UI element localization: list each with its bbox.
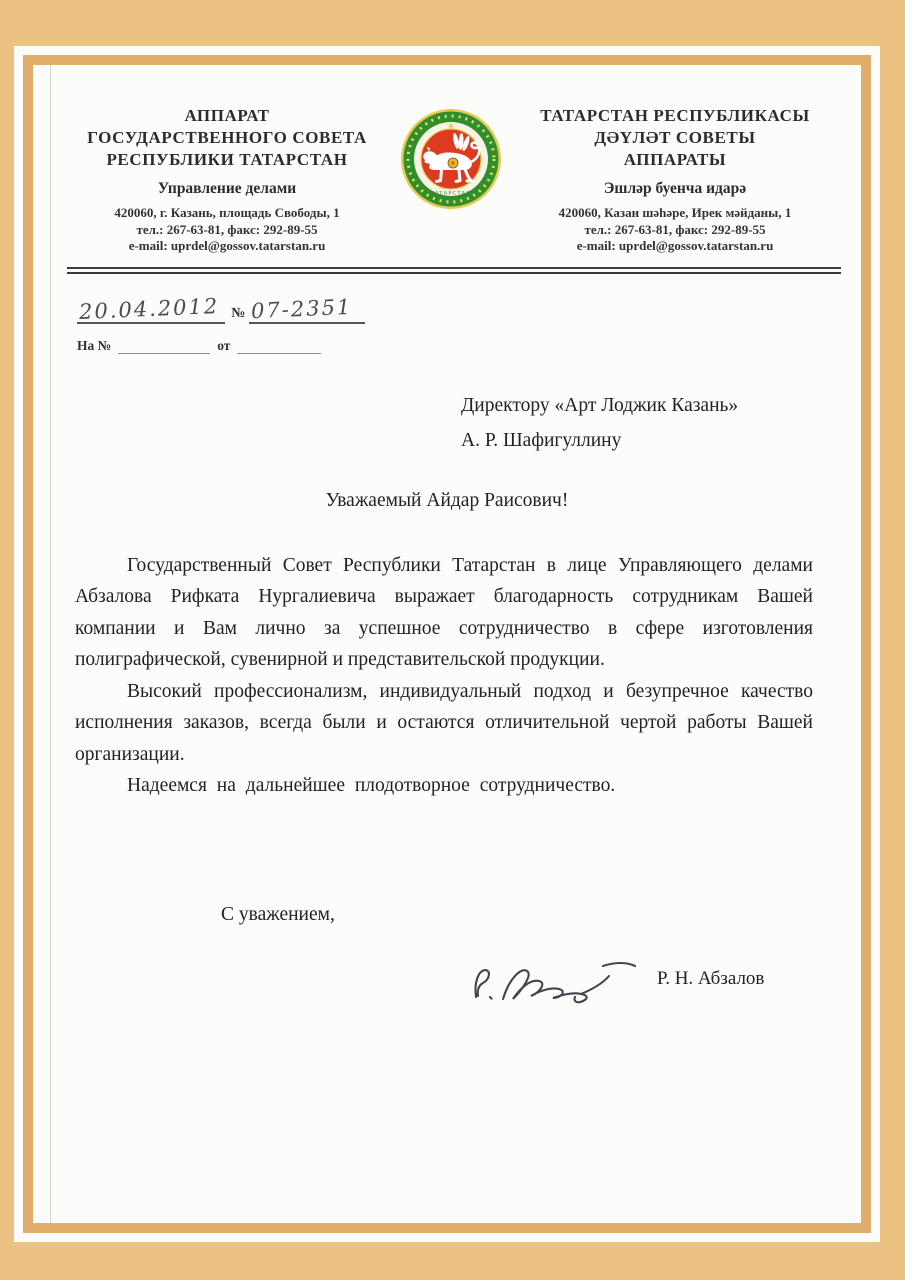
address-tt-line1: 420060, Казан шәһәре, Ирек мәйданы, 1	[558, 205, 792, 220]
department-ru: Управление делами	[157, 180, 297, 197]
org-name-ru-line3: РЕСПУБЛИКИ ТАТАРСТАН	[106, 150, 348, 169]
reference-line	[77, 286, 861, 324]
number-sign: №	[231, 305, 246, 321]
department-tt: Эшләр буенча идарә	[603, 180, 747, 197]
letter-paper	[33, 65, 861, 1223]
letterhead-divider	[67, 267, 841, 274]
handwritten-number: 07-2351	[250, 294, 354, 323]
outgoing-date-slot	[77, 293, 225, 324]
tatarstan-emblem-icon	[399, 107, 503, 211]
reply-prefix-label: На №	[77, 337, 112, 353]
salutation: Уважаемый Айдар Раисович!	[325, 489, 569, 511]
letterhead-right-column	[507, 105, 843, 255]
reply-date-blank	[237, 340, 321, 354]
paragraph-2: Высокий профессионализм, индивидуальный подход и безупречное качество исполнения заказов, всегда были и остаются отличительной чертой работы Вашей организации.	[75, 680, 813, 765]
org-name-tt-line3: АППАРАТЫ	[623, 150, 727, 169]
closing-phrase: С уважением,	[221, 903, 335, 925]
org-name-tt-line1: ТАТАРСТАН РЕСПУБЛИКАСЫ	[540, 106, 810, 125]
addressee-block	[461, 388, 841, 458]
org-name-ru-line2: ГОСУДАРСТВЕННОГО СОВЕТА	[87, 128, 367, 147]
address-ru-line3: e-mail: uprdel@gossov.tatarstan.ru	[128, 238, 326, 253]
org-name-ru-line1: АППАРАТ	[184, 106, 270, 125]
frame-gold-band	[23, 55, 871, 1233]
letterhead	[59, 105, 843, 255]
org-name-tt-line2: ДӘҮЛӘТ СОВЕТЫ	[594, 128, 756, 147]
address-tt	[507, 205, 843, 255]
paragraph-3: Надеемся на дальнейшее плодотворное сотрудничество.	[127, 775, 616, 796]
handwritten-date: 20.04.2012	[78, 293, 220, 324]
letter-body	[75, 550, 813, 802]
signature-row	[33, 948, 861, 1010]
address-ru	[59, 205, 395, 255]
emblem-container	[395, 105, 507, 211]
address-tt-line3: e-mail: uprdel@gossov.tatarstan.ru	[576, 238, 774, 253]
address-ru-line2: тел.: 267-63-81, факс: 292-89-55	[136, 221, 318, 237]
addressee-name: А. Р. Шафигуллину	[461, 429, 622, 451]
org-name-ru	[59, 105, 395, 171]
address-tt-line2: тел.: 267-63-81, факс: 292-89-55	[584, 221, 766, 237]
address-ru-line1: 420060, г. Казань, площадь Свободы, 1	[114, 205, 340, 220]
reply-from-label: от	[217, 337, 231, 353]
paragraph-1: Государственный Совет Республики Татарстан в лице Управляющего делами Абзалова Рифката Нургалиевича выражает благодарность сотрудникам Вашей компании и Вам лично за успешное сотрудничество в сфере изготовления полиграфической, сувенирной и представительской продукции.	[75, 554, 813, 670]
reply-reference-line	[77, 338, 861, 354]
emblem-ring-text: ТАТАРСТАН	[430, 190, 472, 197]
reply-number-blank	[118, 340, 210, 354]
handwritten-signature-icon	[463, 951, 641, 1007]
letterhead-left-column	[59, 105, 395, 255]
outgoing-number-slot	[249, 294, 365, 324]
org-name-tt	[507, 105, 843, 171]
frame-white-mat	[14, 46, 880, 1242]
signer-name: Р. Н. Абзалов	[657, 967, 765, 989]
addressee-title: Директору «Арт Лоджик Казань»	[461, 394, 739, 416]
